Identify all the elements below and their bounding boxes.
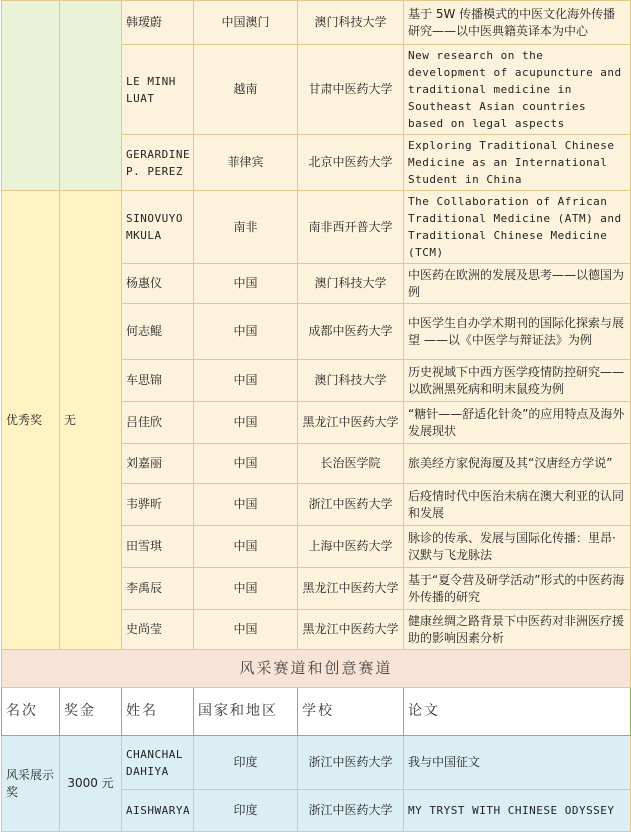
table-row	[2, 1, 631, 45]
name-cell: 李禹辰	[122, 568, 194, 610]
school-cell: 浙江中医药大学	[298, 790, 404, 832]
school-cell: 浙江中医药大学	[298, 484, 404, 526]
school-cell: 黑龙江中医药大学	[298, 402, 404, 444]
country-cell: 中国	[194, 264, 298, 304]
paper-cell: 中医药在欧洲的发展及思考——以德国为例	[404, 264, 631, 304]
name-cell: AISHWARYA	[122, 790, 194, 832]
name-cell: CHANCHAL DAHIYA	[122, 736, 194, 790]
header-row	[2, 688, 631, 736]
name-cell: 车思锦	[122, 360, 194, 402]
header-school: 学校	[298, 688, 404, 736]
school-cell: 上海中医药大学	[298, 526, 404, 568]
name-cell: 何志鲲	[122, 304, 194, 360]
table-row	[2, 736, 631, 790]
paper-cell: 后疫情时代中医治未病在澳大利亚的认同和发展	[404, 484, 631, 526]
award-cell-excellence: 优秀奖	[2, 191, 60, 650]
section-title: 风采赛道和创意赛道	[2, 650, 631, 688]
paper-cell: 基于 5W 传播模式的中医文化海外传播研究——以中医典籍英译本为中心	[404, 1, 631, 45]
school-cell: 成都中医药大学	[298, 304, 404, 360]
award-cell-style: 风采展示奖	[2, 736, 60, 832]
paper-cell: New research on the development of acupuncture and traditional medicine in Southeast Asian countries based on legal aspects	[404, 45, 631, 135]
prize-cell-top	[60, 1, 122, 191]
paper-cell: 基于“夏令营及研学活动”形式的中医药海外传播的研究	[404, 568, 631, 610]
school-cell: 澳门科技大学	[298, 360, 404, 402]
school-cell: 北京中医药大学	[298, 135, 404, 191]
name-cell: 杨惠仪	[122, 264, 194, 304]
country-cell: 中国澳门	[194, 1, 298, 45]
name-cell: LE MINH LUAT	[122, 45, 194, 135]
school-cell: 长治医学院	[298, 444, 404, 484]
paper-cell: “糖针——舒适化针灸”的应用特点及海外发展现状	[404, 402, 631, 444]
paper-cell: 旅美经方家倪海厦及其“汉唐经方学说”	[404, 444, 631, 484]
header-rank: 名次	[2, 688, 60, 736]
name-cell: 田雪琪	[122, 526, 194, 568]
paper-cell: 中医学生自办学术期刊的国际化探索与展望 ——以《中医学与辩证法》为例	[404, 304, 631, 360]
name-cell: 韩瑷蔚	[122, 1, 194, 45]
country-cell: 中国	[194, 568, 298, 610]
country-cell: 中国	[194, 526, 298, 568]
name-cell: GERARDINE P. PEREZ	[122, 135, 194, 191]
table-row	[2, 191, 631, 264]
paper-cell: MY TRYST WITH CHINESE ODYSSEY	[404, 790, 631, 832]
name-cell: SINOVUYO MKULA	[122, 191, 194, 264]
prize-cell-style: 3000 元	[60, 736, 122, 832]
prize-cell-excellence: 无	[60, 191, 122, 650]
country-cell: 菲律宾	[194, 135, 298, 191]
header-paper: 论文	[404, 688, 631, 736]
name-cell: 刘嘉丽	[122, 444, 194, 484]
country-cell: 中国	[194, 484, 298, 526]
paper-cell: 健康丝绸之路背景下中医药对非洲医疗援助的影响因素分析	[404, 610, 631, 650]
header-country: 国家和地区	[194, 688, 298, 736]
school-cell: 甘肃中医药大学	[298, 45, 404, 135]
name-cell: 史尚莹	[122, 610, 194, 650]
paper-cell: The Collaboration of African Traditional Medicine (ATM) and Traditional Chinese Medicine (TCM)	[404, 191, 631, 264]
country-cell: 南非	[194, 191, 298, 264]
country-cell: 中国	[194, 610, 298, 650]
country-cell: 中国	[194, 444, 298, 484]
name-cell: 吕佳欣	[122, 402, 194, 444]
header-name: 姓名	[122, 688, 194, 736]
paper-cell: 脉诊的传承、发展与国际化传播：里昂·汉默与飞龙脉法	[404, 526, 631, 568]
country-cell: 越南	[194, 45, 298, 135]
school-cell: 黑龙江中医药大学	[298, 610, 404, 650]
school-cell: 浙江中医药大学	[298, 736, 404, 790]
awards-table	[1, 0, 631, 832]
country-cell: 中国	[194, 402, 298, 444]
school-cell: 黑龙江中医药大学	[298, 568, 404, 610]
paper-cell: 我与中国征文	[404, 736, 631, 790]
country-cell: 中国	[194, 360, 298, 402]
name-cell: 韦骅昕	[122, 484, 194, 526]
paper-cell: 历史视域下中西方医学疫情防控研究——以欧洲黑死病和明末鼠疫为例	[404, 360, 631, 402]
school-cell: 澳门科技大学	[298, 264, 404, 304]
section-row	[2, 650, 631, 688]
header-prize: 奖金	[60, 688, 122, 736]
country-cell: 印度	[194, 736, 298, 790]
rank-cell-top	[2, 1, 60, 191]
paper-cell: Exploring Traditional Chinese Medicine as an International Student in China	[404, 135, 631, 191]
school-cell: 澳门科技大学	[298, 1, 404, 45]
country-cell: 印度	[194, 790, 298, 832]
country-cell: 中国	[194, 304, 298, 360]
school-cell: 南非西开普大学	[298, 191, 404, 264]
